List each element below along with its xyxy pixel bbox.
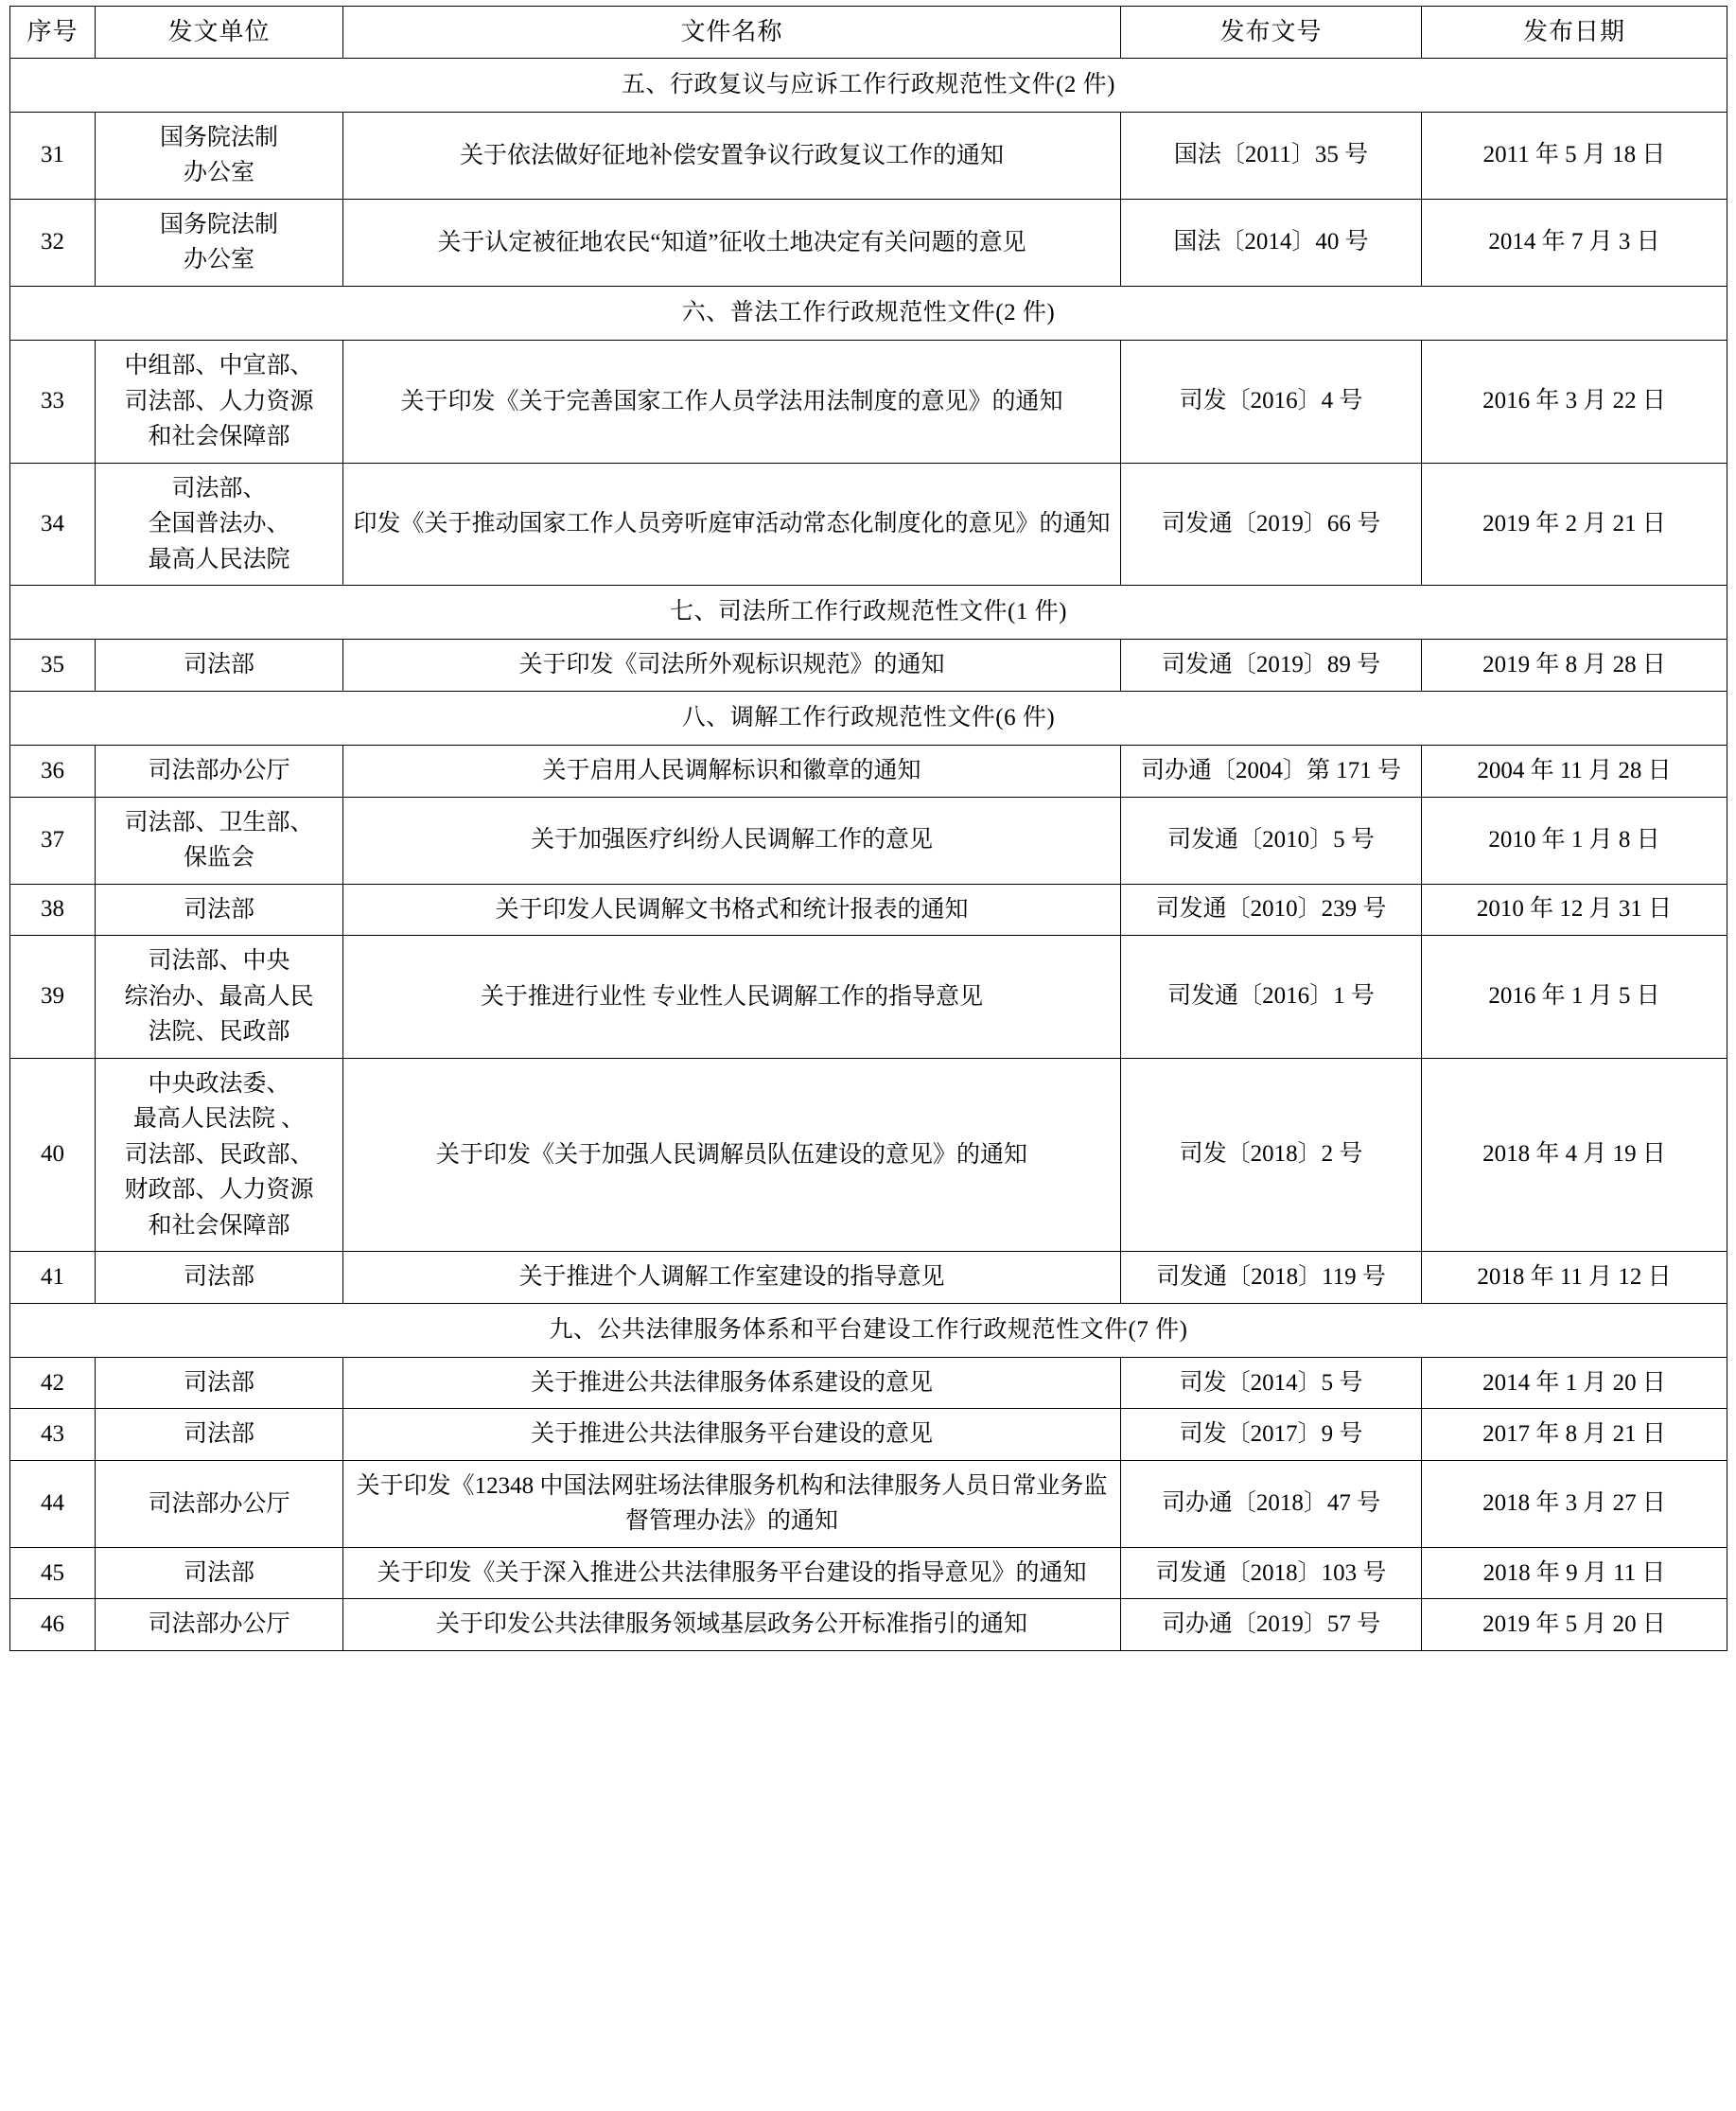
- cell-sequence: 31: [10, 112, 96, 199]
- table-row: [10, 1599, 1727, 1651]
- cell-issuing-unit: 中央政法委、 最高人民法院 、 司法部、民政部、 财政部、人力资源 和社会保障部: [96, 1058, 343, 1252]
- cell-document-title: 关于印发《关于深入推进公共法律服务平台建设的指导意见》的通知: [343, 1547, 1121, 1599]
- table-row: [10, 936, 1727, 1059]
- cell-issuing-unit: 司法部、卫生部、 保监会: [96, 797, 343, 884]
- column-header-sequence: 序号: [10, 7, 96, 59]
- cell-sequence: 33: [10, 341, 96, 464]
- section-heading-row: [10, 286, 1727, 340]
- cell-issuing-unit: 国务院法制 办公室: [96, 199, 343, 286]
- cell-document-title: 关于印发人民调解文书格式和统计报表的通知: [343, 884, 1121, 936]
- column-header-issue-date: 发布日期: [1422, 7, 1727, 59]
- cell-issue-date: 2010 年 1 月 8 日: [1422, 797, 1727, 884]
- cell-issue-date: 2004 年 11 月 28 日: [1422, 746, 1727, 798]
- cell-issue-date: 2016 年 1 月 5 日: [1422, 936, 1727, 1059]
- cell-sequence: 39: [10, 936, 96, 1059]
- cell-document-number: 司办通〔2018〕47 号: [1121, 1460, 1422, 1547]
- cell-issuing-unit: 司法部、中央 综治办、最高人民 法院、民政部: [96, 936, 343, 1059]
- table-row: [10, 341, 1727, 464]
- table-row: [10, 797, 1727, 884]
- cell-issuing-unit: 国务院法制 办公室: [96, 112, 343, 199]
- cell-issue-date: 2010 年 12 月 31 日: [1422, 884, 1727, 936]
- cell-document-title: 关于推进个人调解工作室建设的指导意见: [343, 1252, 1121, 1304]
- cell-issue-date: 2019 年 2 月 21 日: [1422, 463, 1727, 586]
- table-row: [10, 1547, 1727, 1599]
- column-header-document-number: 发布文号: [1121, 7, 1422, 59]
- cell-document-number: 司发通〔2019〕66 号: [1121, 463, 1422, 586]
- cell-issuing-unit: 司法部: [96, 1252, 343, 1304]
- cell-document-title: 关于加强医疗纠纷人民调解工作的意见: [343, 797, 1121, 884]
- section-heading-row: [10, 1303, 1727, 1357]
- cell-document-title: 关于启用人民调解标识和徽章的通知: [343, 746, 1121, 798]
- cell-issue-date: 2018 年 3 月 27 日: [1422, 1460, 1727, 1547]
- cell-issue-date: 2011 年 5 月 18 日: [1422, 112, 1727, 199]
- section-heading-label: 九、公共法律服务体系和平台建设工作行政规范性文件(7 件): [10, 1303, 1727, 1357]
- cell-document-title: 关于印发《12348 中国法网驻场法律服务机构和法律服务人员日常业务监督管理办法》的通知: [343, 1460, 1121, 1547]
- table-header-row: [10, 7, 1727, 59]
- cell-issuing-unit: 司法部: [96, 1547, 343, 1599]
- cell-sequence: 46: [10, 1599, 96, 1651]
- cell-sequence: 35: [10, 640, 96, 692]
- cell-sequence: 40: [10, 1058, 96, 1252]
- cell-issuing-unit: 司法部办公厅: [96, 746, 343, 798]
- cell-issue-date: 2014 年 1 月 20 日: [1422, 1357, 1727, 1409]
- cell-document-title: 关于推进公共法律服务平台建设的意见: [343, 1409, 1121, 1461]
- section-heading-label: 五、行政复议与应诉工作行政规范性文件(2 件): [10, 58, 1727, 112]
- column-header-issuing-unit: 发文单位: [96, 7, 343, 59]
- cell-sequence: 36: [10, 746, 96, 798]
- cell-document-title: 印发《关于推动国家工作人员旁听庭审活动常态化制度化的意见》的通知: [343, 463, 1121, 586]
- cell-issue-date: 2018 年 11 月 12 日: [1422, 1252, 1727, 1304]
- cell-document-number: 司办通〔2004〕第 171 号: [1121, 746, 1422, 798]
- cell-issue-date: 2019 年 8 月 28 日: [1422, 640, 1727, 692]
- cell-sequence: 41: [10, 1252, 96, 1304]
- cell-document-number: 司发〔2018〕2 号: [1121, 1058, 1422, 1252]
- cell-document-title: 关于印发《关于完善国家工作人员学法用法制度的意见》的通知: [343, 341, 1121, 464]
- table-row: [10, 199, 1727, 286]
- cell-issuing-unit: 司法部、 全国普法办、 最高人民法院: [96, 463, 343, 586]
- cell-document-number: 国法〔2014〕40 号: [1121, 199, 1422, 286]
- table-row: [10, 884, 1727, 936]
- cell-document-number: 司发通〔2018〕103 号: [1121, 1547, 1422, 1599]
- cell-sequence: 32: [10, 199, 96, 286]
- cell-document-title: 关于认定被征地农民“知道”征收土地决定有关问题的意见: [343, 199, 1121, 286]
- cell-issue-date: 2014 年 7 月 3 日: [1422, 199, 1727, 286]
- cell-sequence: 43: [10, 1409, 96, 1461]
- cell-document-number: 司发通〔2018〕119 号: [1121, 1252, 1422, 1304]
- table-body: [10, 58, 1727, 1650]
- cell-sequence: 45: [10, 1547, 96, 1599]
- table-row: [10, 463, 1727, 586]
- table-row: [10, 112, 1727, 199]
- cell-issuing-unit: 司法部: [96, 884, 343, 936]
- section-heading-row: [10, 691, 1727, 745]
- cell-document-title: 关于依法做好征地补偿安置争议行政复议工作的通知: [343, 112, 1121, 199]
- cell-document-title: 关于印发《关于加强人民调解员队伍建设的意见》的通知: [343, 1058, 1121, 1252]
- table-row: [10, 1252, 1727, 1304]
- cell-issue-date: 2019 年 5 月 20 日: [1422, 1599, 1727, 1651]
- cell-sequence: 37: [10, 797, 96, 884]
- table-header: [10, 7, 1727, 59]
- cell-document-number: 司发通〔2016〕1 号: [1121, 936, 1422, 1059]
- cell-document-number: 司发通〔2019〕89 号: [1121, 640, 1422, 692]
- cell-issuing-unit: 中组部、中宣部、 司法部、人力资源 和社会保障部: [96, 341, 343, 464]
- cell-document-number: 司发〔2016〕4 号: [1121, 341, 1422, 464]
- regulatory-documents-table: [9, 6, 1727, 1651]
- section-heading-row: [10, 586, 1727, 640]
- cell-document-number: 司发〔2017〕9 号: [1121, 1409, 1422, 1461]
- cell-issue-date: 2018 年 4 月 19 日: [1422, 1058, 1727, 1252]
- table-row: [10, 1058, 1727, 1252]
- section-heading-label: 八、调解工作行政规范性文件(6 件): [10, 691, 1727, 745]
- section-heading-row: [10, 58, 1727, 112]
- cell-document-number: 司发通〔2010〕5 号: [1121, 797, 1422, 884]
- cell-sequence: 42: [10, 1357, 96, 1409]
- cell-issuing-unit: 司法部: [96, 1409, 343, 1461]
- table-row: [10, 1460, 1727, 1547]
- table-row: [10, 746, 1727, 798]
- cell-document-title: 关于推进公共法律服务体系建设的意见: [343, 1357, 1121, 1409]
- cell-issue-date: 2016 年 3 月 22 日: [1422, 341, 1727, 464]
- table-row: [10, 1409, 1727, 1461]
- cell-document-number: 司发〔2014〕5 号: [1121, 1357, 1422, 1409]
- cell-document-number: 国法〔2011〕35 号: [1121, 112, 1422, 199]
- cell-issuing-unit: 司法部: [96, 640, 343, 692]
- cell-document-title: 关于印发公共法律服务领域基层政务公开标准指引的通知: [343, 1599, 1121, 1651]
- cell-sequence: 44: [10, 1460, 96, 1547]
- section-heading-label: 七、司法所工作行政规范性文件(1 件): [10, 586, 1727, 640]
- cell-document-number: 司办通〔2019〕57 号: [1121, 1599, 1422, 1651]
- cell-issuing-unit: 司法部办公厅: [96, 1599, 343, 1651]
- table-row: [10, 1357, 1727, 1409]
- cell-issuing-unit: 司法部办公厅: [96, 1460, 343, 1547]
- cell-issue-date: 2017 年 8 月 21 日: [1422, 1409, 1727, 1461]
- cell-sequence: 38: [10, 884, 96, 936]
- section-heading-label: 六、普法工作行政规范性文件(2 件): [10, 286, 1727, 340]
- cell-issuing-unit: 司法部: [96, 1357, 343, 1409]
- cell-sequence: 34: [10, 463, 96, 586]
- cell-document-title: 关于推进行业性 专业性人民调解工作的指导意见: [343, 936, 1121, 1059]
- cell-document-number: 司发通〔2010〕239 号: [1121, 884, 1422, 936]
- cell-issue-date: 2018 年 9 月 11 日: [1422, 1547, 1727, 1599]
- column-header-document-title: 文件名称: [343, 7, 1121, 59]
- table-row: [10, 640, 1727, 692]
- cell-document-title: 关于印发《司法所外观标识规范》的通知: [343, 640, 1121, 692]
